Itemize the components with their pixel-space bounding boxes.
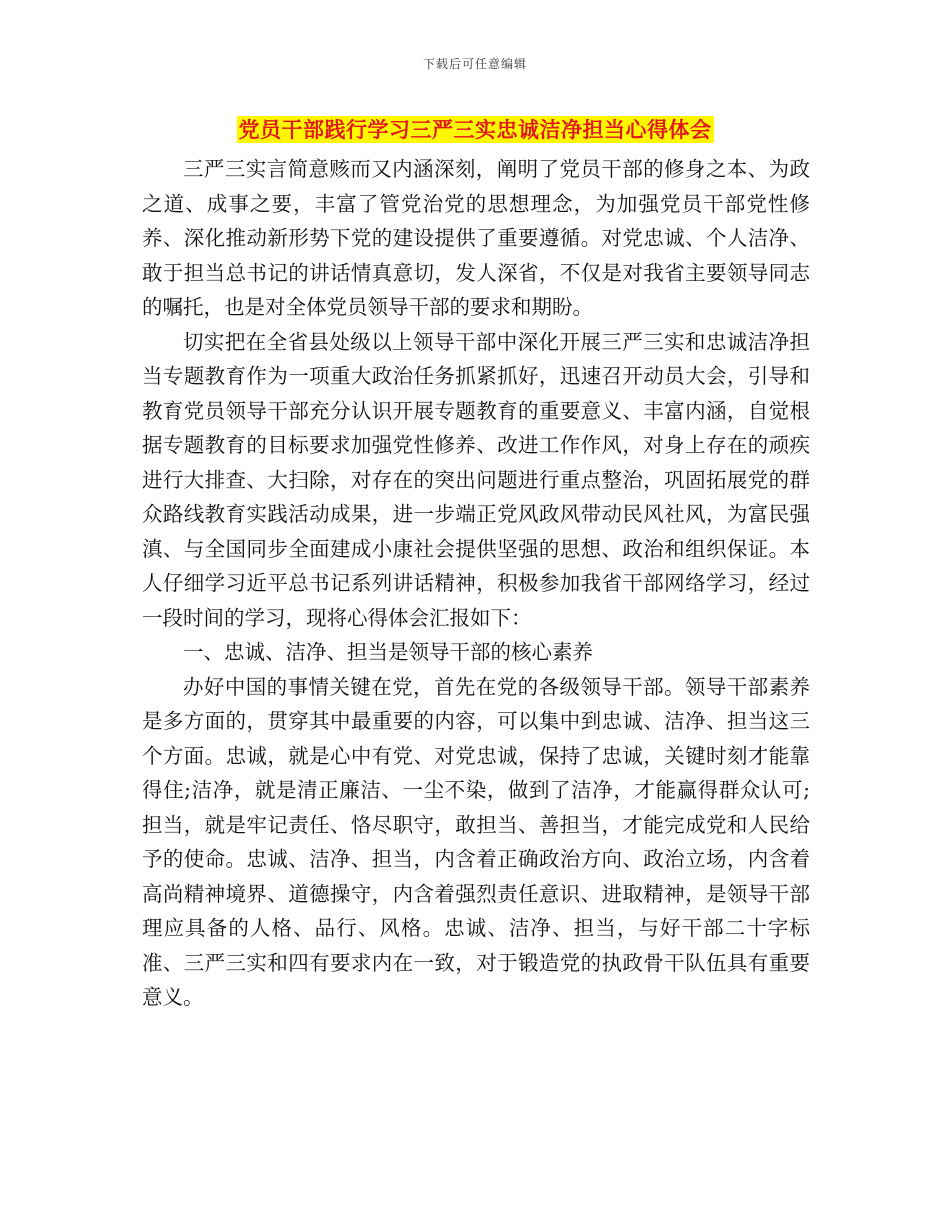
header-note: 下载后可任意编辑 <box>422 57 527 71</box>
document-body <box>142 152 810 1015</box>
paragraph-3: 办好中国的事情关键在党，首先在党的各级领导干部。领导干部素养是多方面的，贯穿其中最重要的内容，可以集中到忠诚、洁净、担当这三个方面。忠诚，就是心中有党、对党忠诚，保持了忠诚，关键时刻才能靠得住;洁净，就是清正廉洁、一尘不染，做到了洁净，才能赢得群众认可;担当，就是牢记责任、恪尽职守，敢担当、善担当，才能完成党和人民给予的使命。忠诚、洁净、担当，内含着正确政治方向、政治立场，内含着高尚精神境界、道德操守，内含着强烈责任意识、进取精神，是领导干部理应具备的人格、品行、风格。忠诚、洁净、担当，与好干部二十字标准、三严三实和四有要求内在一致，对于锻造党的执政骨干队伍具有重要意义。 <box>142 674 810 1009</box>
document-title <box>0 114 950 144</box>
section-heading-1: 一、忠诚、洁净、担当是领导干部的核心素养 <box>183 640 593 664</box>
document-title-text: 党员干部践行学习三严三实忠诚洁净担当心得体会 <box>238 117 712 142</box>
paragraph-1: 三严三实言简意赅而又内涵深刻，阐明了党员干部的修身之本、为政之道、成事之要，丰富了管党治党的思想理念，为加强党员干部党性修养、深化推动新形势下党的建设提供了重要遵循。对党忠诚、个人洁净、敢于担当总书记的讲话情真意切，发人深省，不仅是对我省主要领导同志的嘱托，也是对全体党员领导干部的要求和期盼。 <box>142 157 810 319</box>
paragraph-2: 切实把在全省县处级以上领导干部中深化开展三严三实和忠诚洁净担当专题教育作为一项重大政治任务抓紧抓好，迅速召开动员大会，引导和教育党员领导干部充分认识开展专题教育的重要意义、丰富内涵，自觉根据专题教育的目标要求加强党性修养、改进工作作风，对身上存在的顽疾进行大排查、大扫除，对存在的突出问题进行重点整治，巩固拓展党的群众路线教育实践活动成果，进一步端正党风政风带动民风社风，为富民强滇、与全国同步全面建成小康社会提供坚强的思想、政治和组织保证。本人仔细学习近平总书记系列讲话精神，积极参加我省干部网络学习，经过一段时间的学习，现将心得体会汇报如下： <box>142 329 810 630</box>
